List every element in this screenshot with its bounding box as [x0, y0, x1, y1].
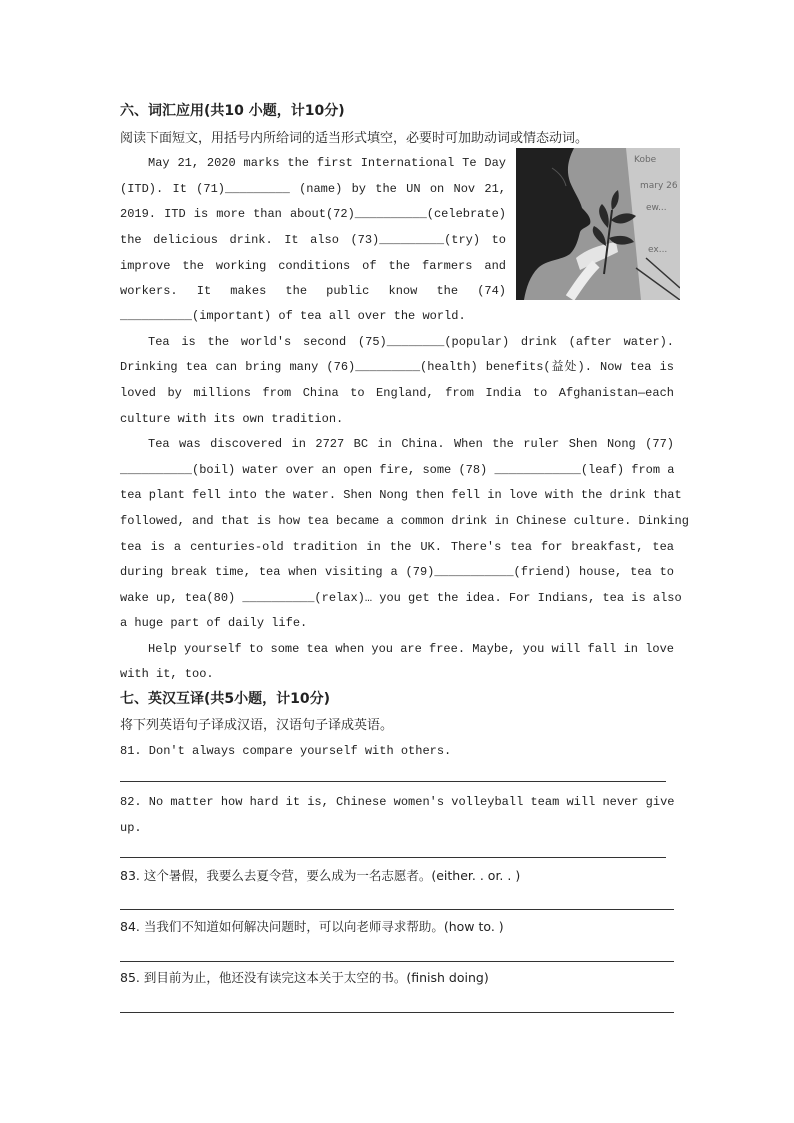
passage-line: the delicious drink. It also (73)_________(try) to	[120, 233, 506, 247]
passage-line: Help yourself to some tea when you are free. Maybe, you will fall in love	[148, 642, 674, 656]
passage-line: loved by millions from China to England, from India to Afghanistan—each	[120, 386, 674, 400]
svg-text:ew...: ew...	[646, 203, 667, 213]
passage-line: Tea was discovered in 2727 BC in China. When the ruler Shen Nong (77)	[148, 437, 674, 451]
section7-instruction: 将下列英语句子译成汉语，汉语句子译成英语。	[120, 718, 394, 733]
answer-line-81[interactable]	[120, 781, 666, 782]
answer-line-83[interactable]	[120, 909, 674, 910]
passage-line: __________(boil) water over an open fire, some (78) ____________(leaf) from a	[120, 463, 675, 477]
passage-line: tea plant fell into the water. Shen Nong then fell in love with the drink that	[120, 488, 682, 502]
answer-line-85[interactable]	[120, 1012, 674, 1013]
passage-line: culture with its own tradition.	[120, 412, 344, 426]
question-81: 81. Don't always compare yourself with others.	[120, 744, 452, 758]
question-82-cont: up.	[120, 821, 142, 835]
section6-instruction: 阅读下面短文，用括号内所给词的适当形式填空，必要时可加助动词或情态动词。	[120, 131, 589, 146]
passage-line: improve the working conditions of the farmers and	[120, 259, 506, 273]
svg-text:Kobe: Kobe	[634, 155, 657, 165]
passage-line: followed, and that is how tea became a common drink in Chinese culture. Dinking	[120, 514, 689, 528]
passage-line: 2019. ITD is more than about(72)__________(celebrate)	[120, 207, 506, 221]
passage-line: Drinking tea can bring many (76)_________(health) benefits(益处). Now tea is	[120, 360, 674, 374]
passage-line: May 21, 2020 marks the first International Te Day	[148, 156, 506, 170]
passage-line: during break time, tea when visiting a (79)___________(friend) house, tea to	[120, 565, 674, 579]
passage-line: wake up, tea(80) __________(relax)… you get the idea. For Indians, tea is also	[120, 591, 682, 605]
passage-line: tea is a centuries-old tradition in the UK. There's tea for breakfast, tea	[120, 540, 674, 554]
passage-line: (ITD). It (71)_________ (name) by the UN on Nov 21,	[120, 182, 506, 196]
question-84: 84. 当我们不知道如何解决问题时，可以向老师寻求帮助。(how to. )	[120, 919, 504, 934]
tea-illustration	[516, 148, 680, 300]
passage-line: workers. It makes the public know the (74)	[120, 284, 506, 298]
svg-text:ex...: ex...	[648, 245, 668, 255]
answer-line-84[interactable]	[120, 961, 674, 962]
question-82: 82. No matter how hard it is, Chinese women's volleyball team will never give	[120, 795, 675, 809]
passage-line: Tea is the world's second (75)________(popular) drink (after water).	[148, 335, 674, 349]
question-85: 85. 到目前为止，他还没有读完这本关于太空的书。(finish doing)	[120, 970, 489, 985]
question-83: 83. 这个暑假，我要么去夏令营，要么成为一名志愿者。(either. . or. . )	[120, 868, 521, 883]
section7-title: 七、英汉互译(共5小题，计10分)	[120, 691, 331, 707]
passage-line: with it, too.	[120, 667, 214, 681]
passage-line: __________(important) of tea all over the world.	[120, 309, 466, 323]
section6-title: 六、词汇应用(共10 小题，计10分)	[120, 103, 345, 119]
answer-line-82[interactable]	[120, 857, 666, 858]
passage-line: a huge part of daily life.	[120, 616, 308, 630]
svg-text:mary 26: mary 26	[640, 181, 678, 191]
